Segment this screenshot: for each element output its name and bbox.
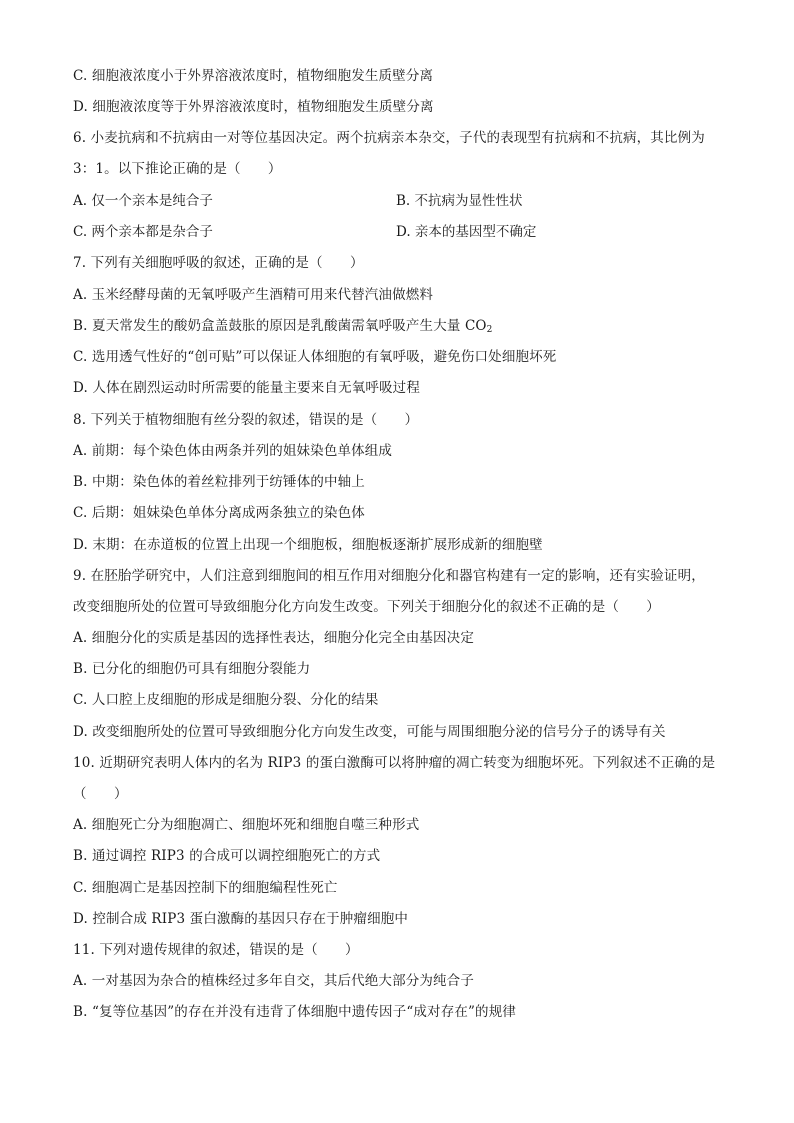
- q5-option-d: D. 细胞液浓度等于外界溶液浓度时，植物细胞发生质壁分离: [73, 99, 434, 115]
- q6-option-b: B. 不抗病为显性性状: [396, 193, 523, 209]
- q10-option-d: D. 控制合成 RIP3 蛋白激酶的基因只存在于肿瘤细胞中: [73, 911, 409, 927]
- q10-stem-line2: （ ）: [73, 786, 128, 802]
- q7-option-a: A. 玉米经酵母菌的无氧呼吸产生酒精可用来代替汽油做燃料: [73, 287, 434, 303]
- q7-option-c: C. 选用透气性好的“创可贴”可以保证人体细胞的有氧呼吸，避免伤口处细胞坏死: [73, 349, 557, 365]
- q9-stem-line1: 9. 在胚胎学研究中，人们注意到细胞间的相互作用对细胞分化和器官构建有一定的影响，还有实验证明，: [73, 568, 705, 584]
- q8-option-b: B. 中期：染色体的着丝粒排列于纺锤体的中轴上: [73, 474, 365, 490]
- q8-option-c: C. 后期：姐妹染色单体分离成两条独立的染色体: [73, 505, 365, 521]
- q6-stem-line2: 3：1。以下推论正确的是（ ）: [73, 161, 282, 177]
- q7-option-d: D. 人体在剧烈运动时所需要的能量主要来自无氧呼吸过程: [73, 380, 420, 396]
- q9-option-c: C. 人口腔上皮细胞的形成是细胞分裂、分化的结果: [73, 692, 379, 708]
- q6-option-c: C. 两个亲本都是杂合子: [73, 224, 213, 240]
- q9-option-d: D. 改变细胞所处的位置可导致细胞分化方向发生改变，可能与周围细胞分泌的信号分子的诱导有关: [73, 724, 666, 740]
- q9-option-a: A. 细胞分化的实质是基因的选择性表达，细胞分化完全由基因决定: [73, 630, 474, 646]
- q5-option-c: C. 细胞液浓度小于外界溶液浓度时，植物细胞发生质壁分离: [73, 68, 434, 84]
- q10-stem-line1: 10. 近期研究表明人体内的名为 RIP3 的蛋白激酶可以将肿瘤的凋亡转变为细胞坏死。下列叙述不正确的是: [73, 755, 716, 771]
- q7-option-b-text: B. 夏天常发生的酸奶盒盖鼓胀的原因是乳酸菌需氧呼吸产生大量 CO: [73, 318, 487, 334]
- q8-stem: 8. 下列关于植物细胞有丝分裂的叙述，错误的是（ ）: [73, 412, 419, 428]
- q6-stem-line1: 6. 小麦抗病和不抗病由一对等位基因决定。两个抗病亲本杂交，子代的表现型有抗病和不抗病，其比例为: [73, 130, 705, 146]
- q11-stem: 11. 下列对遗传规律的叙述，错误的是（ ）: [73, 942, 359, 958]
- q10-option-c: C. 细胞凋亡是基因控制下的细胞编程性死亡: [73, 880, 338, 896]
- q6-option-d: D. 亲本的基因型不确定: [396, 224, 537, 240]
- q11-option-b: B. “复等位基因”的存在并没有违背了体细胞中遗传因子“成对存在”的规律: [73, 1004, 517, 1020]
- q11-option-a: A. 一对基因为杂合的植株经过多年自交，其后代绝大部分为纯合子: [73, 973, 474, 989]
- q10-option-b: B. 通过调控 RIP3 的合成可以调控细胞死亡的方式: [73, 848, 381, 864]
- co2-subscript: 2: [486, 325, 493, 335]
- q10-option-a: A. 细胞死亡分为细胞凋亡、细胞坏死和细胞自噬三种形式: [73, 817, 420, 833]
- q9-option-b: B. 已分化的细胞仍可具有细胞分裂能力: [73, 661, 311, 677]
- q8-option-a: A. 前期：每个染色体由两条并列的姐妹染色单体组成: [73, 443, 393, 459]
- q9-stem-line2: 改变细胞所处的位置可导致细胞分化方向发生改变。下列关于细胞分化的叙述不正确的是（ ）: [73, 599, 660, 615]
- q8-option-d: D. 末期：在赤道板的位置上出现一个细胞板，细胞板逐渐扩展形成新的细胞壁: [73, 537, 543, 553]
- q7-stem: 7. 下列有关细胞呼吸的叙述，正确的是（ ）: [73, 255, 364, 271]
- q7-option-b: [73, 316, 721, 336]
- q6-option-a: A. 仅一个亲本是纯合子: [73, 193, 213, 209]
